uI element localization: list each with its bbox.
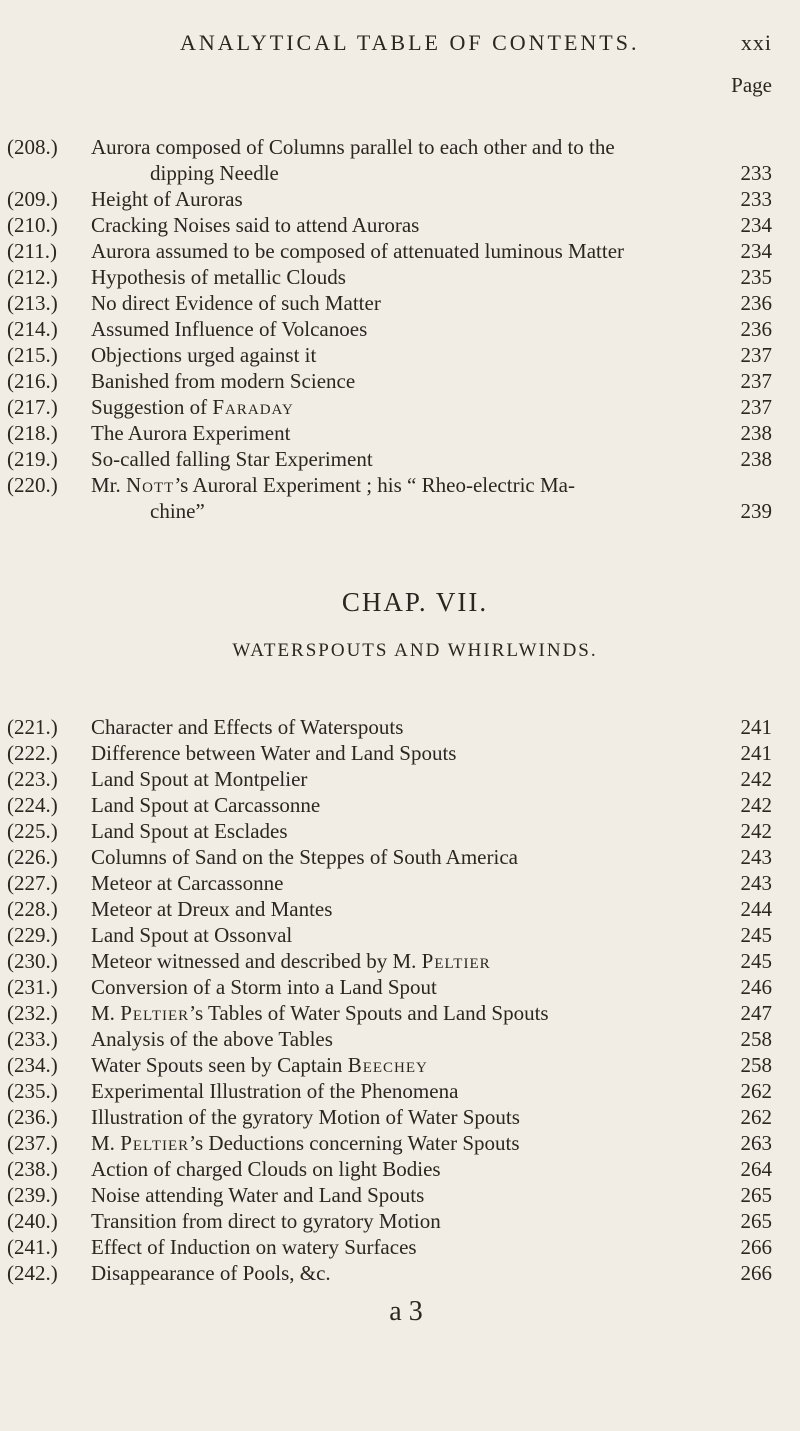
entry-page-number: 242 <box>740 819 772 843</box>
entry-number: (240.) <box>7 1209 58 1233</box>
entry-title: Objections urged against it <box>91 343 317 367</box>
entry-number: (230.) <box>7 949 58 973</box>
entry-page-number: 238 <box>740 447 772 471</box>
entry-page-number: 233 <box>740 187 772 211</box>
entry-title: Conversion of a Storm into a Land Spout <box>91 975 437 999</box>
entry-number: (212.) <box>7 265 58 289</box>
entry-title: Illustration of the gyratory Motion of Water Spouts <box>91 1105 520 1129</box>
entry-page-number: 234 <box>740 239 772 263</box>
entry-title: Analysis of the above Tables <box>91 1027 333 1051</box>
entry-page-number: 245 <box>740 949 772 973</box>
entry-number: (218.) <box>7 421 58 445</box>
entry-number: (210.) <box>7 213 58 237</box>
entry-title: Aurora assumed to be composed of attenuated luminous Matter <box>91 239 625 263</box>
entry-title: Meteor at Carcassonne <box>91 871 284 895</box>
entry-page-number: 264 <box>740 1157 772 1181</box>
entry-number: (241.) <box>7 1235 58 1259</box>
entry-title-continuation: dipping Needle <box>150 161 279 185</box>
entry-number: (242.) <box>7 1261 58 1285</box>
entry-page-number: 258 <box>740 1053 772 1077</box>
entry-title: Water Spouts seen by Captain Beechey <box>91 1053 428 1077</box>
entry-number: (209.) <box>7 187 58 211</box>
entry-page-number: 242 <box>740 767 772 791</box>
entry-title: Experimental Illustration of the Phenomena <box>91 1079 459 1103</box>
entry-page-number: 243 <box>740 871 772 895</box>
entry-title: So-called falling Star Experiment <box>91 447 373 471</box>
entry-page-number: 244 <box>740 897 772 921</box>
entry-page-number: 234 <box>740 213 772 237</box>
entry-number: (215.) <box>7 343 58 367</box>
entry-title: Mr. Nott’s Auroral Experiment ; his “ Rheo-electric Ma- <box>91 473 575 497</box>
entry-page-number: 237 <box>740 395 772 419</box>
entry-number: (224.) <box>7 793 58 817</box>
entry-number: (219.) <box>7 447 58 471</box>
entry-page-number: 266 <box>740 1261 772 1285</box>
entry-page-number: 242 <box>740 793 772 817</box>
entry-title: Effect of Induction on watery Surfaces <box>91 1235 417 1259</box>
entry-page-number: 247 <box>740 1001 772 1025</box>
entry-title: Meteor at Dreux and Mantes <box>91 897 333 921</box>
entry-page-number: 235 <box>740 265 772 289</box>
entry-title: Character and Effects of Waterspouts <box>91 715 404 739</box>
running-head <box>180 30 772 56</box>
running-head-title: ANALYTICAL TABLE OF CONTENTS. <box>180 30 640 55</box>
entry-page-number: 258 <box>740 1027 772 1051</box>
entry-number: (231.) <box>7 975 58 999</box>
entry-page-number: 236 <box>740 317 772 341</box>
entry-title: Transition from direct to gyratory Motion <box>91 1209 441 1233</box>
entry-number: (208.) <box>7 135 58 159</box>
page-column-label: Page <box>731 73 772 97</box>
entry-title: Banished from modern Science <box>91 369 356 393</box>
entry-title: M. Peltier’s Deductions concerning Water Spouts <box>91 1131 520 1155</box>
chapter-title: CHAP. VII. <box>341 587 489 617</box>
chapter-subtitle: WATERSPOUTS AND WHIRLWINDS. <box>232 640 598 661</box>
entry-page-number: 241 <box>740 715 772 739</box>
signature-mark: a 3 <box>389 1296 423 1327</box>
entry-title: Hypothesis of metallic Clouds <box>91 265 346 289</box>
entry-page-number: 236 <box>740 291 772 315</box>
entry-number: (223.) <box>7 767 58 791</box>
entry-page-number: 241 <box>740 741 772 765</box>
entry-title: No direct Evidence of such Matter <box>91 291 381 315</box>
entry-title: Land Spout at Montpelier <box>91 767 308 791</box>
entry-number: (221.) <box>7 715 58 739</box>
entry-number: (233.) <box>7 1027 58 1051</box>
entry-page-number: 265 <box>740 1209 772 1233</box>
entry-number: (226.) <box>7 845 58 869</box>
entry-title: Disappearance of Pools, &c. <box>91 1261 331 1285</box>
entry-page-number: 262 <box>740 1079 772 1103</box>
entry-number: (217.) <box>7 395 58 419</box>
entry-number: (222.) <box>7 741 58 765</box>
entry-title: Columns of Sand on the Steppes of South America <box>91 845 518 869</box>
entry-number: (239.) <box>7 1183 58 1207</box>
entry-number: (227.) <box>7 871 58 895</box>
entry-number: (220.) <box>7 473 58 497</box>
entry-number: (214.) <box>7 317 58 341</box>
entry-page-number: 245 <box>740 923 772 947</box>
running-head-page-number: xxi <box>740 30 772 55</box>
entry-page-number: 237 <box>740 369 772 393</box>
entry-page-number: 238 <box>740 421 772 445</box>
entry-number: (216.) <box>7 369 58 393</box>
entry-number: (228.) <box>7 897 58 921</box>
entry-title: Aurora composed of Columns parallel to each other and to the <box>91 135 615 159</box>
entry-page-number: 246 <box>740 975 772 999</box>
entry-page-number: 243 <box>740 845 772 869</box>
entry-title: Assumed Influence of Volcanoes <box>91 317 368 341</box>
entry-number: (237.) <box>7 1131 58 1155</box>
entry-title: Action of charged Clouds on light Bodies <box>91 1157 441 1181</box>
entry-number: (235.) <box>7 1079 58 1103</box>
entry-page-number: 262 <box>740 1105 772 1129</box>
entry-page-number: 237 <box>740 343 772 367</box>
entry-page-number: 233 <box>740 161 772 185</box>
entry-page-number: 266 <box>740 1235 772 1259</box>
entry-page-number: 263 <box>740 1131 772 1155</box>
entry-title: Land Spout at Esclades <box>91 819 288 843</box>
entry-title: Land Spout at Ossonval <box>91 923 293 947</box>
entry-number: (229.) <box>7 923 58 947</box>
entry-number: (234.) <box>7 1053 58 1077</box>
entry-title: Suggestion of Faraday <box>91 395 294 419</box>
entry-title: M. Peltier’s Tables of Water Spouts and Land Spouts <box>91 1001 549 1025</box>
entry-number: (236.) <box>7 1105 58 1129</box>
entry-title: The Aurora Experiment <box>91 421 291 445</box>
entry-page-number: 239 <box>740 499 772 523</box>
entry-number: (238.) <box>7 1157 58 1181</box>
entry-number: (211.) <box>7 239 57 263</box>
entry-title: Height of Auroras <box>91 187 243 211</box>
entry-title: Noise attending Water and Land Spouts <box>91 1183 425 1207</box>
entry-title: Difference between Water and Land Spouts <box>91 741 457 765</box>
entry-number: (213.) <box>7 291 58 315</box>
entry-title: Meteor witnessed and described by M. Peltier <box>91 949 491 973</box>
entry-title: Cracking Noises said to attend Auroras <box>91 213 420 237</box>
entry-title-continuation: chine” <box>150 499 205 523</box>
entry-title: Land Spout at Carcassonne <box>91 793 321 817</box>
entry-number: (232.) <box>7 1001 58 1025</box>
entry-page-number: 265 <box>740 1183 772 1207</box>
entry-number: (225.) <box>7 819 58 843</box>
